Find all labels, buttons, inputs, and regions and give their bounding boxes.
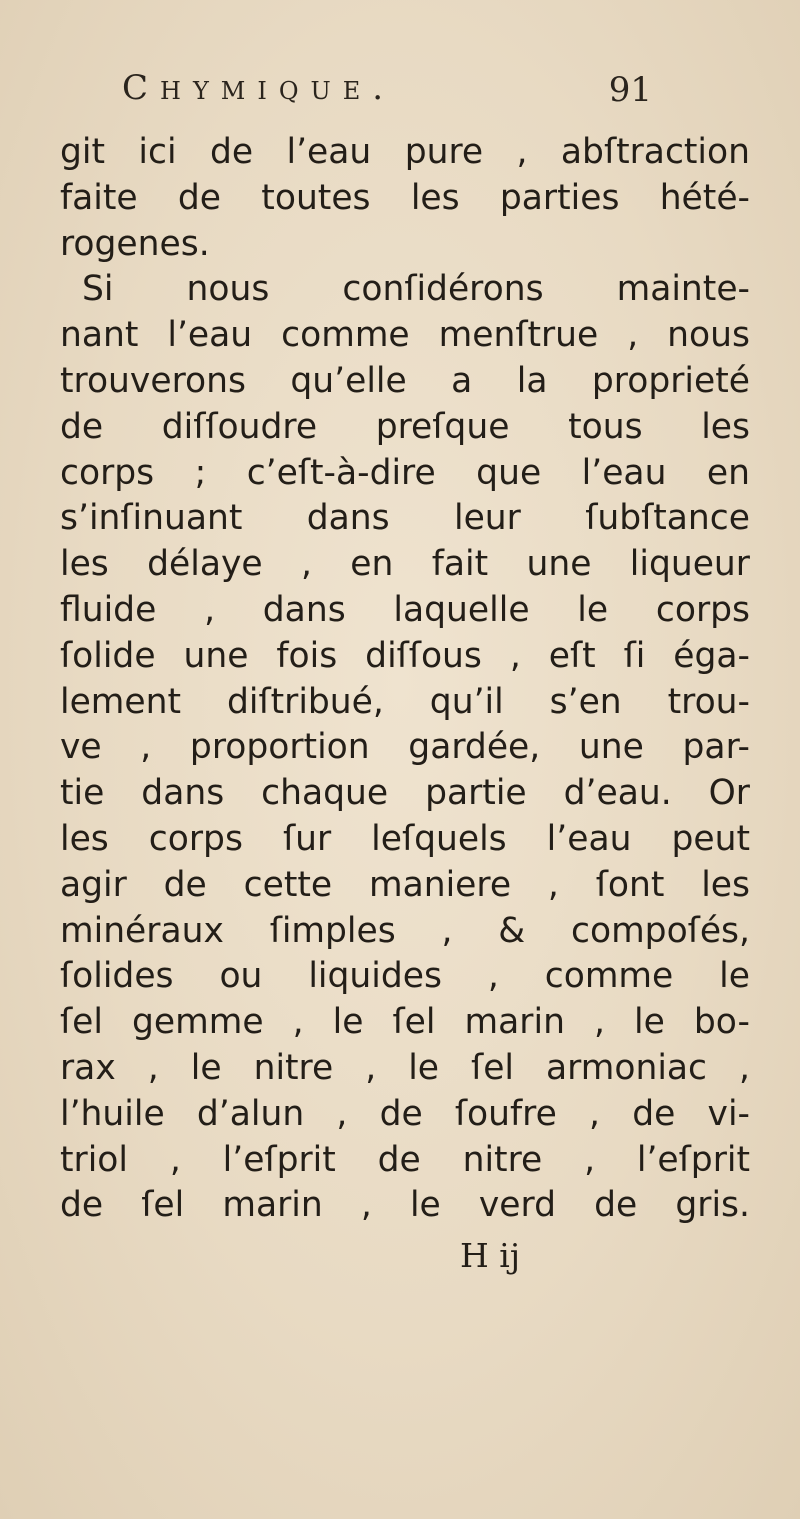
text-line: s’inſinuant dans leur ſubſtance (60, 498, 750, 539)
text-line: rogenes. (60, 223, 210, 264)
body-text (60, 130, 750, 1229)
text-line: fluide , dans laquelle le corps (60, 589, 750, 630)
text-line: faite de toutes les parties hété- (60, 177, 750, 218)
text-line: minéraux ſimples , & compoſés, (60, 910, 750, 951)
text-line: l’huile d’alun , de ſoufre , de vi- (60, 1093, 750, 1134)
text-line: lement diſtribué, qu’il s’en trou- (60, 681, 750, 722)
running-head: Chymique. (122, 68, 396, 108)
text-line: corps ; c’eſt-à-dire que l’eau en (60, 452, 750, 493)
text-line: de diſſoudre preſque tous les (60, 406, 750, 447)
text-line: les délaye , en fait une liqueur (60, 544, 750, 585)
text-line: tie dans chaque partie d’eau. Or (60, 773, 750, 814)
text-line: nant l’eau comme menſtrue , nous (60, 315, 750, 356)
page-header (122, 68, 662, 128)
text-line: rax , le nitre , le ſel armoniac , (60, 1047, 750, 1088)
text-line: ſolides ou liquides , comme le (60, 956, 750, 997)
text-line: les corps ſur leſquels l’eau peut (60, 818, 750, 859)
text-line: Si nous conſidérons mainte- (82, 269, 750, 310)
text-line: ſolide une fois diſſous , eſt ſi éga- (60, 635, 750, 676)
text-line: git ici de l’eau pure , abſtraction (60, 132, 750, 172)
text-line: triol , l’eſprit de nitre , l’eſprit (60, 1139, 750, 1180)
text-line: ſel gemme , le ſel marin , le bo- (60, 1002, 750, 1043)
page-number: 91 (608, 70, 652, 110)
text-line: trouverons qu’elle a la proprieté (60, 360, 750, 401)
signature-mark: H ij (460, 1236, 521, 1275)
text-line: agir de cette maniere , ſont les (60, 864, 750, 905)
text-line: de ſel marin , le verd de gris. (60, 1185, 750, 1226)
text-line: ve , proportion gardée, une par- (60, 727, 750, 768)
